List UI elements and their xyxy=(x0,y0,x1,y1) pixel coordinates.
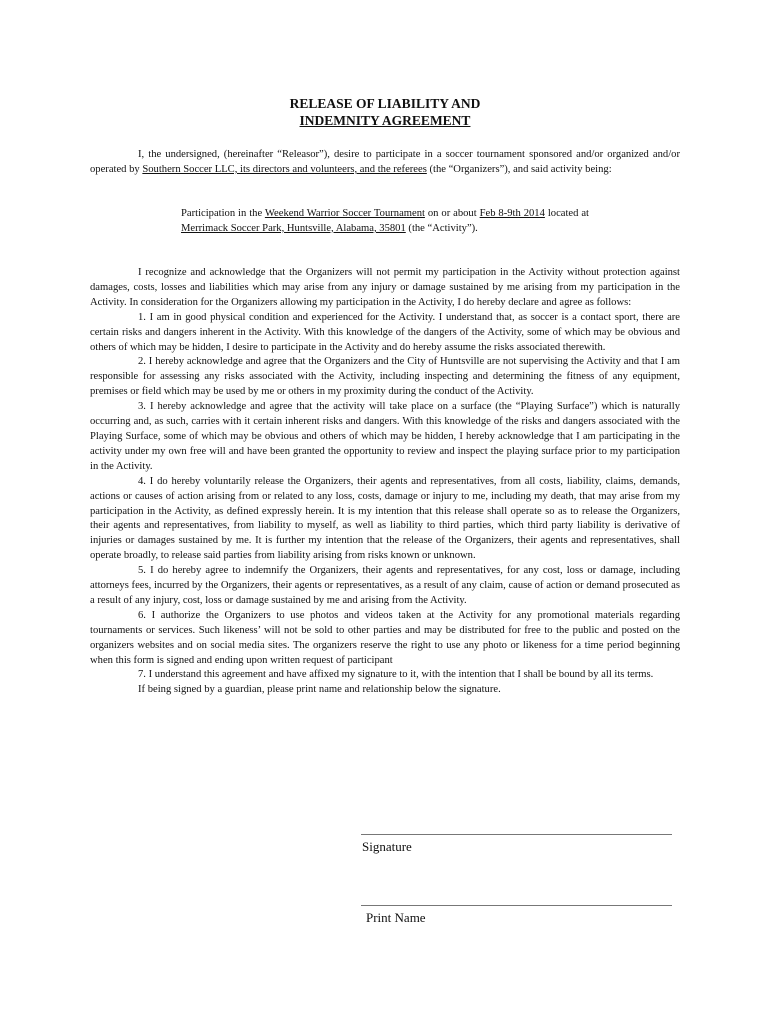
clause-3: 3. I hereby acknowledge and agree that the activity will take place on a surface (the “Playing Surface”) which is naturally occurring and, as such, carries with it certain inherent risks and dangers. With this knowledge of the risks and dangers associated with the Playing Surface, some of which may be obvious and others of which may be hidden, I hereby acknowledge that I am participating in the activity under my own free will and have been granted the opportunity to review and inspect the playing surface prior to my participation in the Activity. xyxy=(90,401,680,472)
clause-4: 4. I do hereby voluntarily release the Organizers, their agents and representatives, from all costs, liability, claims, demands, actions or causes of action arising from or related to any loss, costs, damage or injury to me, including my death, that may arise from my participation in the Activity, as defined expressly herein. It is my intention that this release shall operate so as to release the Organizers, their agents and representatives, from liability to myself, as well as liability to third parties, which third party liability is derivative of injuries or damages sustained by me. It is further my intention that the release of the Organizers, their agents and representatives, shall operate broadly, to release said parties from liability arising from risks known or unknown. xyxy=(90,475,680,562)
signature-line[interactable] xyxy=(361,834,672,835)
event-date: Feb 8-9th 2014 xyxy=(479,208,545,219)
agreement-body xyxy=(90,266,680,698)
clause-6: 6. I authorize the Organizers to use photos and videos taken at the Activity for any promotional materials regarding tournaments or services. Such likeness’ will not be sold to other parties and may be distributed for free to the public and posted on the organizers websites and on social media sites. The organizers reserve the right to use any photo or likeness for a time period beginning when this form is signed and ending upon written request of participant xyxy=(90,609,680,666)
activity-text-d: (the “Activity”). xyxy=(405,222,478,234)
title-line-2: INDEMNITY AGREEMENT xyxy=(299,113,471,128)
intro-text-b: (the “Organizers”), and said activity being: xyxy=(426,163,612,175)
activity-text-c: located at xyxy=(544,208,589,219)
recognize-paragraph: I recognize and acknowledge that the Organizers will not permit my participation in the Activity without protection against damages, costs, losses and liabilities which may arise from any injury or damage sustained by me arising from my participation in the Activity. In consideration for the Organizers allowing my participation in the Activity, I do hereby declare and agree as follows: xyxy=(90,267,680,308)
signature-label: Signature xyxy=(362,839,412,854)
intro-paragraph xyxy=(90,148,680,178)
clause-2: 2. I hereby acknowledge and agree that the Organizers and the City of Huntsville are not supervising the Activity and that I am responsible for assessing any risks associated with the Activity, including inspecting and determining the fitness of any equipment, premises or field which may be used by me or others in my proximity during the conduct of the Activity. xyxy=(90,356,680,398)
clause-5: 5. I do hereby agree to indemnify the Organizers, their agents and representatives, for any cost, loss or damage, including attorneys fees, incurred by the Organizers, their agents or representatives, as a result of any claim, cause of action or demand prosecuted as a result of any injury, cost, loss or damage sustained by me and arising from the Activity. xyxy=(90,565,680,606)
clause-7: 7. I understand this agreement and have affixed my signature to it, with the intention that I shall be bound by all its terms. xyxy=(138,669,654,681)
title-line-1: RELEASE OF LIABILITY AND xyxy=(289,96,481,111)
activity-text-b: on or about xyxy=(424,208,480,219)
event-name: Weekend Warrior Soccer Tournament xyxy=(264,208,425,219)
print-name-label: Print Name xyxy=(366,910,426,925)
print-name-line[interactable] xyxy=(361,905,672,906)
activity-description xyxy=(181,207,589,237)
document-title xyxy=(0,95,770,129)
intro-text-a: I, the undersigned, (hereinafter “Releasor”), desire to participate in a soccer tournament sponsored and/or organized and/or operated by xyxy=(90,149,680,175)
guardian-note: If being signed by a guardian, please print name and relationship below the signature. xyxy=(138,684,501,696)
activity-text-a: Participation in the xyxy=(181,208,265,219)
clause-1: 1. I am in good physical condition and experienced for the Activity. I understand that, as soccer is a contact sport, there are certain risks and dangers inherent in the Activity. With this knowledge of the dangers of the Activity, some of which may be obvious and others of which may be hidden, I desire to participate in the Activity and do hereby assume the risks associated therewith. xyxy=(90,311,680,353)
organizer-name: Southern Soccer LLC, its directors and volunteers, and the referees xyxy=(142,163,427,175)
event-location: Merrimack Soccer Park, Huntsville, Alabama, 35801 xyxy=(181,222,406,234)
